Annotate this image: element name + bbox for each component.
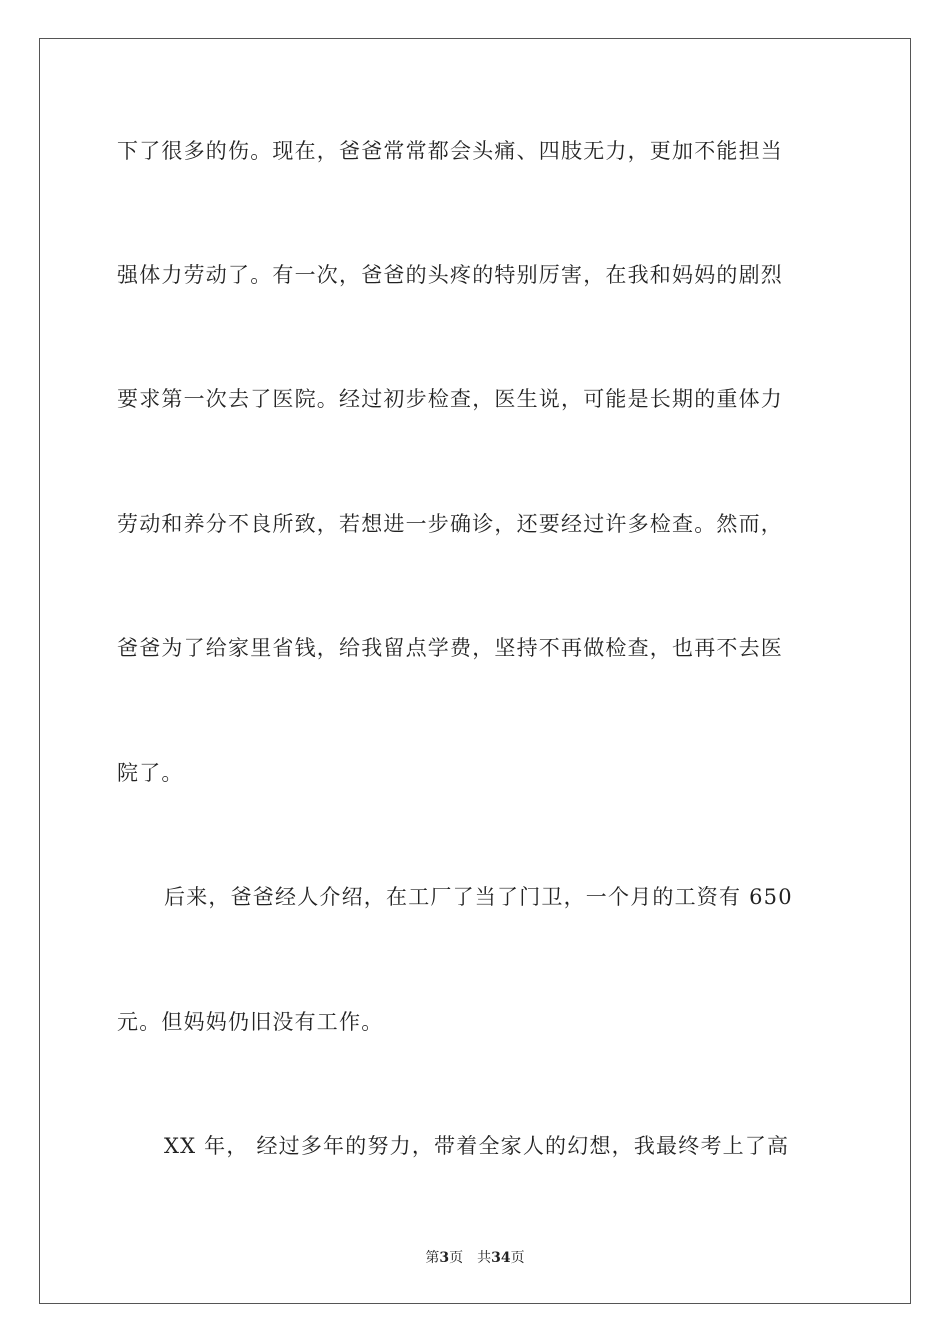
total-pages: 34	[491, 1250, 511, 1266]
page-number: 3	[439, 1250, 450, 1266]
text-line: 爸爸为了给家里省钱，给我留点学费，坚持不再做检查，也再不去医	[117, 636, 783, 660]
text-line: 劳动和养分不良所致，若想进一步确诊，还要经过许多检查。然而，	[117, 512, 783, 536]
text-line: 强体力劳动了。有一次，爸爸的头疼的特别厉害，在我和妈妈的剧烈	[117, 263, 783, 287]
text-line: 院了。	[117, 761, 184, 785]
text-line: 后来，爸爸经人介绍，在工厂了当了门卫，一个月的工资有 650	[164, 885, 793, 909]
page-prefix: 第	[425, 1250, 440, 1266]
total-prefix: 共	[477, 1250, 492, 1266]
total-suffix: 页	[510, 1250, 525, 1266]
page-suffix: 页	[449, 1250, 464, 1266]
page-border	[39, 38, 911, 1304]
page-footer	[0, 1247, 950, 1267]
text-line: 要求第一次去了医院。经过初步检查，医生说，可能是长期的重体力	[117, 387, 783, 411]
text-line: 下了很多的伤。现在，爸爸常常都会头痛、四肢无力，更加不能担当	[117, 139, 783, 163]
text-line: XX 年， 经过多年的努力，带着全家人的幻想，我最终考上了高	[164, 1134, 790, 1158]
text-line: 元。但妈妈仍旧没有工作。	[117, 1010, 384, 1034]
